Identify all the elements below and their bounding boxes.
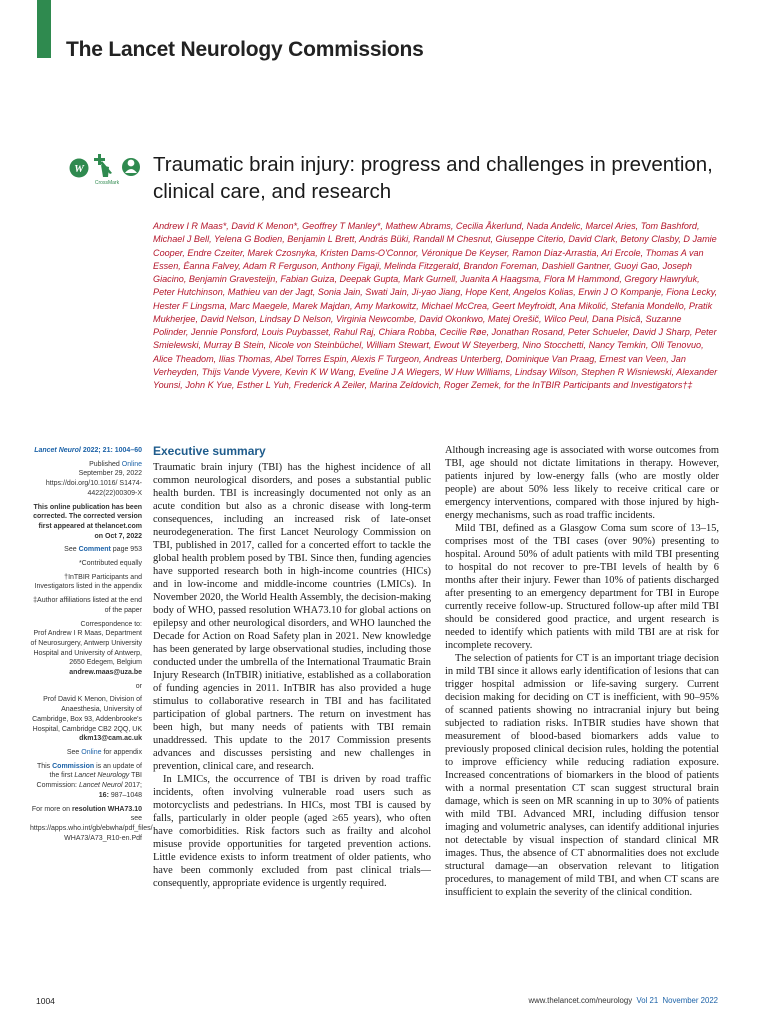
publication-info: Published Online September 29, 2022 https://doi.org/10.1016/ S1474-4422(22)00309-X (45, 460, 142, 497)
citation: Lancet Neurol 2022; 21: 1004–60 (34, 447, 142, 454)
intbir-note: †InTBIR Participants and Investigators listed in the appendix (34, 573, 142, 591)
section-heading: Executive summary (153, 444, 266, 458)
page-number: 1004 (36, 996, 55, 1006)
article-title: Traumatic brain injury: progress and challenges in prevention, clinical care, and research (153, 153, 713, 203)
body-column-2 (445, 444, 719, 899)
author-list: Andrew I R Maas*, David K Menon*, Geoffrey T Manley*, Mathew Abrams, Cecilia Åkerlund, Nada Andelic, Marcel Aries, Tom Bashford, Michael J Bell, Yelena G Bodien, Benjamin L Brett, András Büki, Randall M Chesnut, Giuseppe Citerio, David Clark, Betony Clasby, D Jamie Cooper, Endre Czeiter, Marek Czosnyka, Kristen Dams-O'Connor, Véronique De Keyser, Ramon Diaz-Arrastia, Ari Ercole, Thomas A van Essen, Éanna Falvey, Adam R Ferguson, Anthony Figaji, Melinda Fitzgerald, Brandon Foreman, Dashiell Gantner, Guoyi Gao, Joseph Giacino, Benjamin Gravesteijn, Fabian Guiza, Deepak Gupta, Mark Gurnell, Juanita A Haagsma, Flora M Hammond, Gregory Hawryluk, Peter Hutchinson, Mathieu van der Jagt, Sonia Jain, Swati Jain, Ji-yao Jiang, Hope Kent, Angelos Kolias, Erwin J O Kompanje, Fiona Lecky, Hester F Lingsma, Marc Maegele, Marek Majdan, Amy Markowitz, Michael McCrea, Geert Meyfroidt, Ana Mikolić, Stefania Mondello, Pratik Mukherjee, David Nelson, Lindsay D Nelson, Virginia Newcombe, David Okonkwo, Matej Orešič, Wilco Peul, Dana Pisică, Suzanne Polinder, Jennie Ponsford, Louis Puybasset, Rahul Raj, Chiara Robba, Cecilie Røe, Jonathan Rosand, Peter Schueler, David J Sharp, Peter Smielewski, Murray B Stein, Nicole von Steinbüchel, William Stewart, Ewout W Steyerberg, Nino Stocchetti, Nancy Temkin, Olli Tenovuo, Alice Theadom, Ilias Thomas, Abel Torres Espin, Alexis F Turgeon, Andreas Unterberg, Dominique Van Praag, Ernest van Veen, Jan Verheyden, Thijs Vande Vyvere, Kevin K W Wang, Eveline J A Wiegers, W Huw Williams, Lindsay Wilson, Stephen R Wisniewski, Alexander Younsi, John K Yue, Esther L Yuh, Frederick A Zeiler, Marina Zeldovich, Roger Zemek, for the InTBIR Participants and Investigators†‡ (153, 221, 718, 390)
paragraph: Although increasing age is associated with worse outcomes from TBI, age should not dictate limitations in therapy. However, patients injured by low-energy falls (who are mostly older people) are about 50% less likely to receive critical care or emergency interventions, compared with those injured by high-energy mechanisms, such as road traffic incidents. (445, 445, 719, 521)
open-access-icon[interactable] (70, 159, 89, 178)
paragraph: In LMICs, the occurrence of TBI is driven by road traffic incidents, often involving vulnerable road users such as motorcyclists and pedestrians. In HICs, most TBI is caused by falls, particularly in older people (aged ≥65 years), who often have comorbidities. Risk factors such as frailty and alcohol misuse provide opportunities for targeted prevention actions. Little evidence exists to inform treatment of older patients, who have been commonly excluded from past clinical trials—consequently, appropriate evidence is urgently required. (153, 774, 431, 889)
crossmark-label: CrossMark (94, 180, 120, 186)
section-title: The Lancet Neurology Commissions (66, 38, 424, 61)
email-2[interactable]: dkm13@cam.ac.uk (79, 735, 142, 743)
svg-text:W: W (74, 163, 84, 175)
commission-link[interactable]: Commission (52, 762, 95, 770)
affiliations-note: ‡Author affiliations listed at the end of the paper (33, 597, 142, 614)
resolution-note: For more on resolution WHA73.10 see https://apps.who.int/gb/ebwha/pdf_files/ WHA73/A73_R10-en.Pdf (30, 805, 153, 842)
paragraph: Traumatic brain injury (TBI) has the highest incidence of all common neurological disorders, and poses a substantial public health burden. TBI is increasingly documented not only as an acute condition but also as a chronic disease with long-term consequences, including an increased risk of late-onset neurodegeneration. The first Lancet Neurology Commission on TBI, published in 2017, called for a concerted effort to tackle the global health problem posed by TBI. Since then, funding agencies have supported research both in high-income countries (HICs) and in low-income and middle-income countries (LMICs). In November 2020, the World Health Assembly, the decision-making body of WHO, passed resolution WHA73.10 for global actions on epilepsy and other neurological disorders, and WHO launched the Decade for Action on Road Safety plan in 2021. New knowledge has been generated by large observational studies, including those conducted under the umbrella of the International Traumatic Brain Injury Research (InTBIR) initiative, established as a collaboration of funding agencies in 2011. InTBIR has also provided a huge stimulus to collaborative research in TBI and has facilitated participation of global partners. The return on investment has been high, but many needs of patients with TBI remain unaddressed. This update to the 2017 Commission presents advances and discusses persisting and new challenges in prevention, clinical care, and research. (153, 462, 431, 772)
online-appendix-link[interactable]: Online (81, 748, 102, 756)
footer-site[interactable]: www.thelancet.com/neurology (528, 996, 633, 1005)
section-color-bar (37, 0, 51, 58)
comment-link[interactable]: Comment (78, 546, 111, 554)
author-icon[interactable] (122, 158, 140, 176)
see-comment: See Comment page 953 (64, 546, 142, 554)
or-text: or (135, 682, 142, 690)
paragraph: Mild TBI, defined as a Glasgow Coma sum score of 13–15, comprises most of the TBI cases (over 90%) presenting to hospital. Around 50% of adult patients with mild TBI presenting to hospital do not recover to pre-TBI levels of health by 6 months after their injury. Fewer than 10% of patients discharged after presenting to an emergency department for TBI in Europe currently receive follow-up. Structured follow-up after mild TBI should be considered good practice, and urgent research is needed to identify which patients with mild TBI are at risk for incomplete recovery. (445, 523, 719, 651)
email-1[interactable]: andrew.maas@uza.be (69, 669, 142, 677)
article-icons (68, 151, 144, 189)
contributed-note: *Contributed equally (78, 560, 142, 568)
footer-date: November 2022 (662, 996, 718, 1005)
correspondence-1: Prof Andrew I R Maas, Department of Neurosurgery, Antwerp University Hospital and University of Antwerp, 2650 Edegem, Belgium (30, 630, 142, 667)
see-online: See Online for appendix (66, 748, 142, 756)
update-note: This Commission is an update of the first Lancet Neurology TBI Commission: Lancet Neurol 2017; 16: 987–1048 (36, 762, 142, 799)
paragraph: The selection of patients for CT is an important triage decision in mild TBI since it allows early identification of lesions that can trigger hospital admission or life-saving surgery. Current decision making for deciding on CT is inefficient, with 90–95% of scanned patients showing no intracranial injury but being subjected to radiation risks. InTBIR studies have shown that measurement of blood-based biomarkers adds value to previously proposed clinical decision rules, holding the potential to improve efficiency while reducing radiation exposure. Increased concentrations of biomarkers in the blood of patients with a normal presentation CT scan suggest structural brain damage, which is seen on MR scanning in up to 30% of patients with mild TBI. Advanced MRI, including diffusion tensor imaging and volumetric analyses, can identify additional injuries not detectable by visual inspection of standard clinical MR images. Thus, the absence of CT abnormalities does not exclude structural damage—an observation relevant to litigation procedures, to management of mild TBI, and when CT scans are insufficient to explain the severity of the clinical condition. (445, 653, 719, 898)
correction-notice: This online publication has been corrected. The corrected version first appeared at thelancet.com on Oct 7, 2022 (33, 503, 142, 540)
body-column-1 (153, 444, 431, 890)
correspondence-label: Correspondence to: (80, 620, 142, 628)
footer-volume: Vol 21 (636, 996, 659, 1005)
online-link[interactable]: Online (121, 460, 142, 468)
footer-info (529, 996, 718, 1005)
doi-link[interactable]: https://doi.org/10.1016/ S1474-4422(22)00309-X (45, 480, 142, 497)
crossmark-icon[interactable] (94, 154, 120, 186)
correspondence-2: Prof David K Menon, Division of Anaesthesia, University of Cambridge, Box 93, Addenbrooke's Hospital, Cambridge CB2 2QQ, UK (32, 696, 142, 733)
article-sidebar (30, 446, 153, 847)
